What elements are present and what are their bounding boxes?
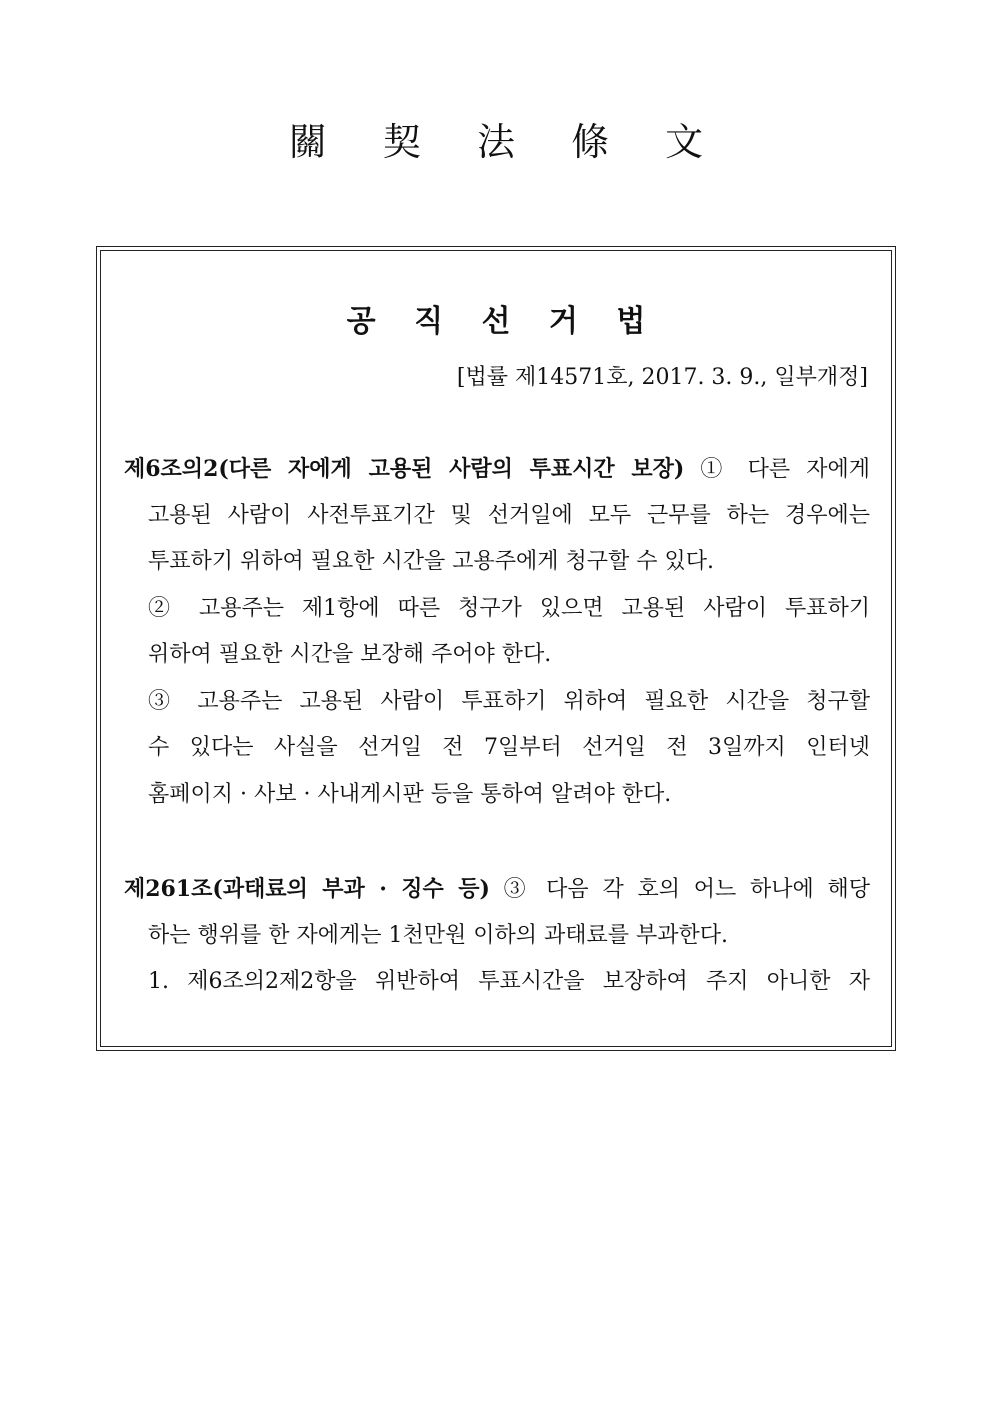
article-line: 1. 제6조의2제2항을 위반하여 투표시간을 보장하여 주지 아니한 자 [148,969,870,994]
article-line: 하는 행위를 한 자에게는 1천만원 이하의 과태료를 부과한다. [148,922,728,948]
article-261 [124,866,870,1006]
article-line: 위하여 필요한 시간을 보장해 주어야 한다. [148,642,552,667]
article-line: 홈페이지 · 사보 · 사내게시판 등을 통하여 알려야 한다. [148,781,672,807]
amendment-note: [법률 제14571호, 2017. 3. 9., 일부개정] [456,365,868,390]
article-6-2 [124,446,870,818]
article-line: 수 있다는 사실을 선거일 전 7일부터 선거일 전 3일까지 인터넷 [148,735,870,760]
law-name: 공 직 선 거 법 [346,304,660,339]
article-first-line [124,446,870,493]
article-line: 고용된 사람이 사전투표기간 및 선거일에 모두 근무를 하는 경우에는 [148,502,870,528]
article-first-line [124,866,870,913]
article-text: ① 다른 자에게 [684,457,870,482]
article-line: ③ 고용주는 고용된 사람이 투표하기 위하여 필요한 시간을 청구할 [148,688,870,714]
document-title: 關 契 法 條 文 [288,120,726,164]
article-heading: 제6조의2(다른 자에게 고용된 사람의 투표시간 보장) [124,456,685,482]
article-heading: 제261조(과태료의 부과 · 징수 등) [124,876,490,902]
article-line: 투표하기 위하여 필요한 시간을 고용주에게 청구할 수 있다. [148,549,714,574]
article-line: ② 고용주는 제1항에 따른 청구가 있으면 고용된 사람이 투표하기 [148,595,870,621]
article-text: ③ 다음 각 호의 어느 하나에 해당 [489,877,871,902]
